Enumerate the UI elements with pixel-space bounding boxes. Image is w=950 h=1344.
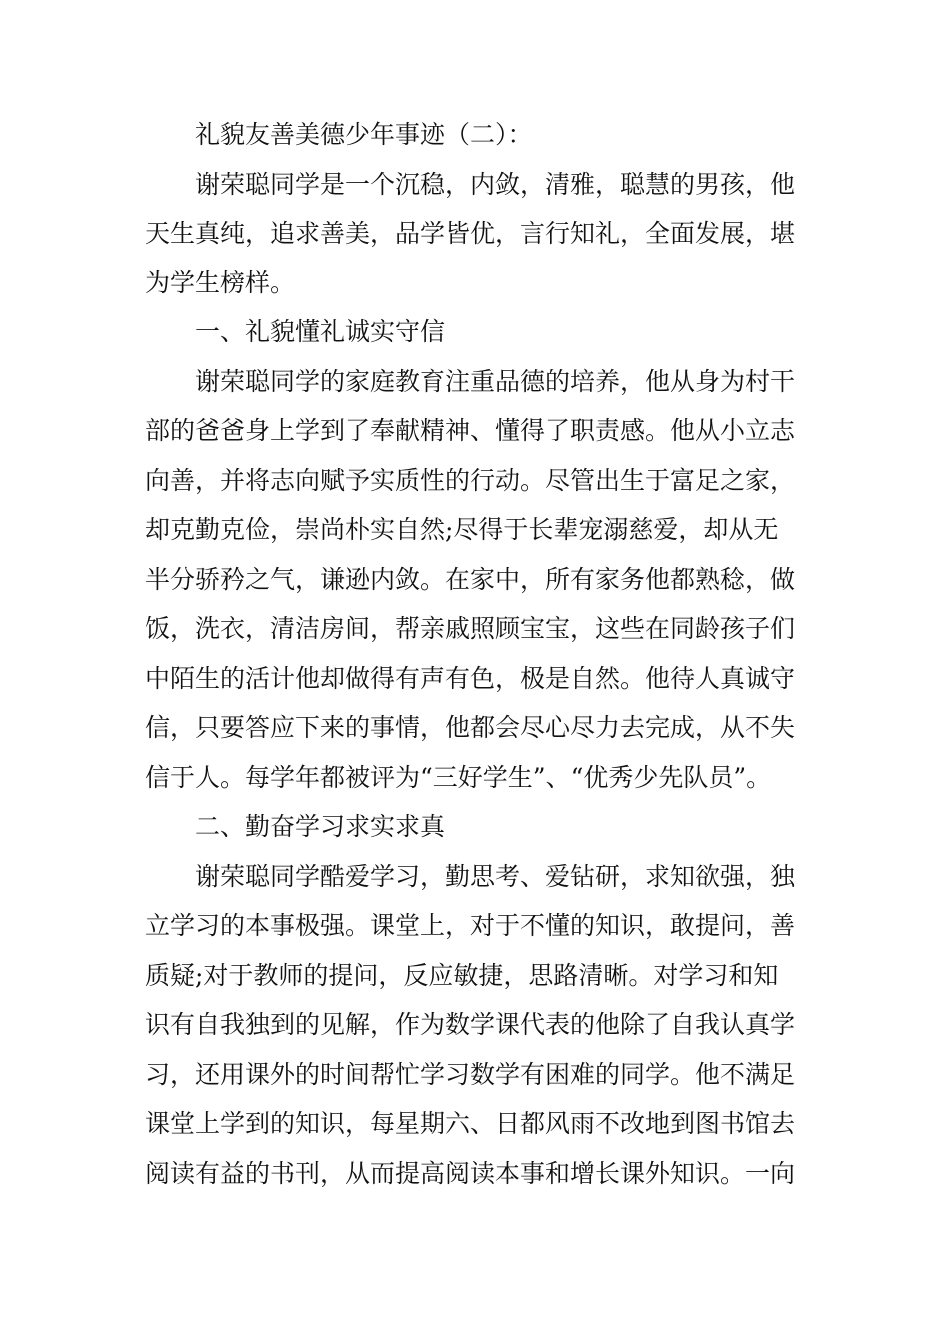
paragraph-line: 识有自我独到的见解，作为数学课代表的他除了自我认真学 (145, 1010, 796, 1039)
paragraph-line: 中陌生的活计他却做得有声有色，极是自然。他待人真诚守 (145, 664, 796, 693)
paragraph-line: 谢荣聪同学的家庭教育注重品德的培养，他从身为村干 (195, 367, 796, 396)
section-heading: 二、勤奋学习求实求真 (195, 812, 446, 841)
paragraph-line: 课堂上学到的知识，每星期六、日都风雨不改地到图书馆去 (145, 1109, 796, 1138)
paragraph-line: 向善，并将志向赋予实质性的行动。尽管出生于富足之家， (145, 466, 796, 495)
paragraph-line: 饭，洗衣，清洁房间，帮亲戚照顾宝宝，这些在同龄孩子们 (145, 614, 796, 643)
section-heading: 一、礼貌懂礼诚实守信 (195, 317, 446, 346)
paragraph-line: 习，还用课外的时间帮忙学习数学有困难的同学。他不满足 (145, 1060, 796, 1089)
paragraph-line: 却克勤克俭，崇尚朴实自然;尽得于长辈宠溺慈爱，却从无 (145, 515, 779, 544)
paragraph-line: 谢荣聪同学是一个沉稳，内敛，清雅，聪慧的男孩，他 (195, 170, 796, 199)
paragraph-line: 谢荣聪同学酷爱学习，勤思考、爱钻研，求知欲强，独 (195, 862, 796, 891)
paragraph-line: 信于人。每学年都被评为“三好学生”、“优秀少先队员”。 (145, 763, 772, 792)
paragraph-line: 信，只要答应下来的事情，他都会尽心尽力去完成，从不失 (145, 713, 796, 742)
paragraph-line: 阅读有益的书刊，从而提高阅读本事和增长课外知识。一向 (145, 1159, 796, 1188)
paragraph-line: 为学生榜样。 (145, 268, 296, 297)
paragraph-line: 立学习的本事极强。课堂上，对于不懂的知识，敢提问，善 (145, 911, 796, 940)
paragraph-line: 半分骄矜之气，谦逊内敛。在家中，所有家务他都熟稔，做 (145, 565, 796, 594)
document-title: 礼貌友善美德少年事迹（二）： (195, 120, 533, 149)
paragraph-line: 质疑;对于教师的提问，反应敏捷，思路清晰。对学习和知 (145, 961, 779, 990)
paragraph-line: 天生真纯，追求善美，品学皆优，言行知礼，全面发展，堪 (145, 219, 796, 248)
paragraph-line: 部的爸爸身上学到了奉献精神、懂得了职责感。他从小立志 (145, 416, 796, 445)
